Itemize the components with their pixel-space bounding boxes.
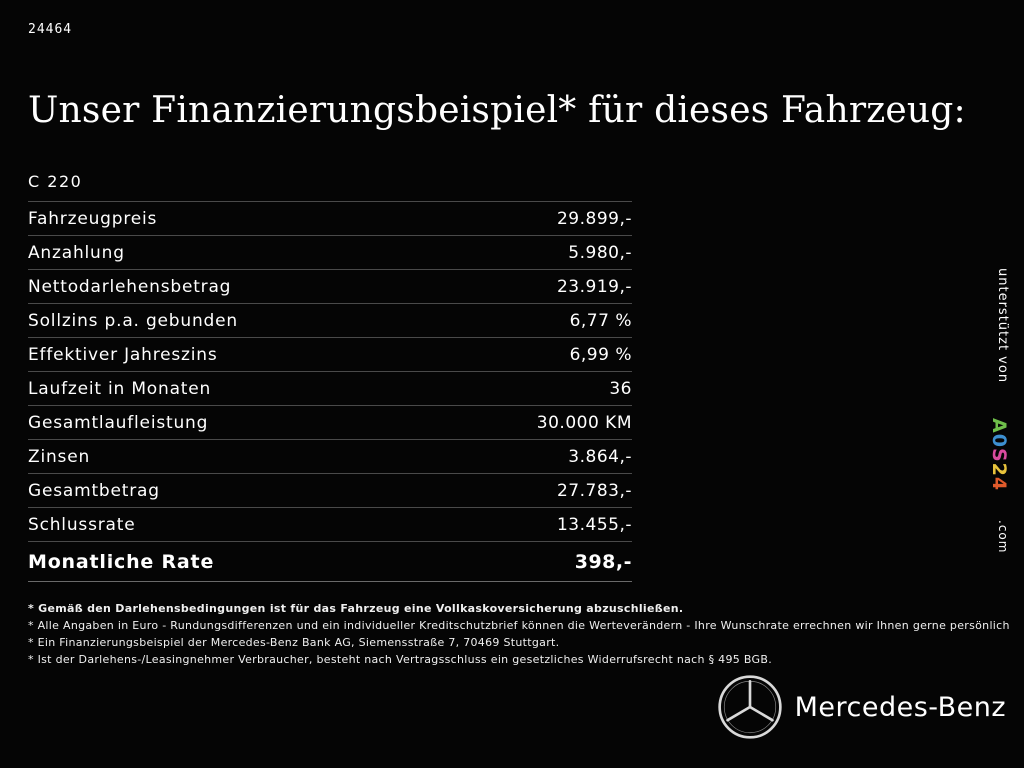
row-value: 6,99 % bbox=[569, 345, 632, 365]
row-value: 36 bbox=[609, 379, 632, 399]
reference-number: 24464 bbox=[28, 22, 73, 37]
brand-letter: 0 bbox=[988, 433, 1010, 448]
financing-table bbox=[28, 172, 632, 582]
table-row bbox=[28, 236, 632, 270]
row-value: 29.899,- bbox=[556, 209, 632, 229]
brand-letter: A bbox=[988, 418, 1010, 434]
row-label: Gesamtlaufleistung bbox=[28, 413, 209, 433]
brand-logo-text bbox=[988, 418, 1010, 491]
table-row bbox=[28, 406, 632, 440]
row-value: 5.980,- bbox=[568, 243, 632, 263]
brand-letter: 2 bbox=[988, 462, 1010, 477]
table-row bbox=[28, 372, 632, 406]
brand-letter: 4 bbox=[988, 476, 1010, 492]
row-label: Fahrzeugpreis bbox=[28, 209, 158, 229]
row-value: 27.783,- bbox=[556, 481, 632, 501]
table-row bbox=[28, 338, 632, 372]
row-value: 13.455,- bbox=[556, 515, 632, 535]
footnotes bbox=[28, 600, 1010, 668]
table-row bbox=[28, 474, 632, 508]
footnote: * Ein Finanzierungsbeispiel der Mercedes-Benz Bank AG, Siemensstraße 7, 70469 Stuttgart. bbox=[28, 636, 560, 649]
table-row bbox=[28, 270, 632, 304]
row-label: Sollzins p.a. gebunden bbox=[28, 311, 238, 331]
sidebar-branding bbox=[988, 268, 1018, 598]
row-label: Schlussrate bbox=[28, 515, 136, 535]
row-value: 398,- bbox=[574, 551, 632, 573]
row-label: Anzahlung bbox=[28, 243, 125, 263]
table-row bbox=[28, 440, 632, 474]
brand-letter: S bbox=[988, 447, 1010, 463]
row-label: Zinsen bbox=[28, 447, 91, 467]
table-row-monthly-rate bbox=[28, 542, 632, 582]
table-row bbox=[28, 508, 632, 542]
row-value: 6,77 % bbox=[569, 311, 632, 331]
table-row bbox=[28, 202, 632, 236]
footnote: * Gemäß den Darlehensbedingungen ist für das Fahrzeug eine Vollkaskoversicherung abzuschließen. bbox=[28, 602, 684, 615]
page-title: Unser Finanzierungsbeispiel* für dieses Fahrzeug: bbox=[28, 90, 966, 132]
mercedes-star-icon bbox=[717, 674, 783, 740]
row-value: 3.864,- bbox=[568, 447, 632, 467]
row-label: Gesamtbetrag bbox=[28, 481, 160, 501]
table-model-header: C 220 bbox=[28, 172, 632, 202]
mercedes-benz-wordmark: Mercedes-Benz bbox=[794, 691, 1006, 723]
row-label: Laufzeit in Monaten bbox=[28, 379, 212, 399]
footnote: * Alle Angaben in Euro - Rundungsdifferenzen und ein individueller Kreditschutzbrief können die Werteverändern - Ihre Wunschrate errechnen wir Ihnen gerne persönlich bbox=[28, 619, 1010, 632]
table-row bbox=[28, 304, 632, 338]
row-value: 30.000 KM bbox=[536, 413, 632, 433]
row-label: Effektiver Jahreszins bbox=[28, 345, 218, 365]
row-value: 23.919,- bbox=[556, 277, 632, 297]
row-label: Nettodarlehensbetrag bbox=[28, 277, 232, 297]
brand-domain: .com bbox=[996, 520, 1010, 554]
supported-by-label: unterstützt von bbox=[995, 268, 1010, 384]
row-label: Monatliche Rate bbox=[28, 551, 215, 573]
mercedes-benz-logo bbox=[717, 674, 1006, 740]
footnote: * Ist der Darlehens-/Leasingnehmer Verbraucher, besteht nach Vertragsschluss ein gesetzliches Widerrufsrecht nach § 495 BGB. bbox=[28, 653, 772, 666]
